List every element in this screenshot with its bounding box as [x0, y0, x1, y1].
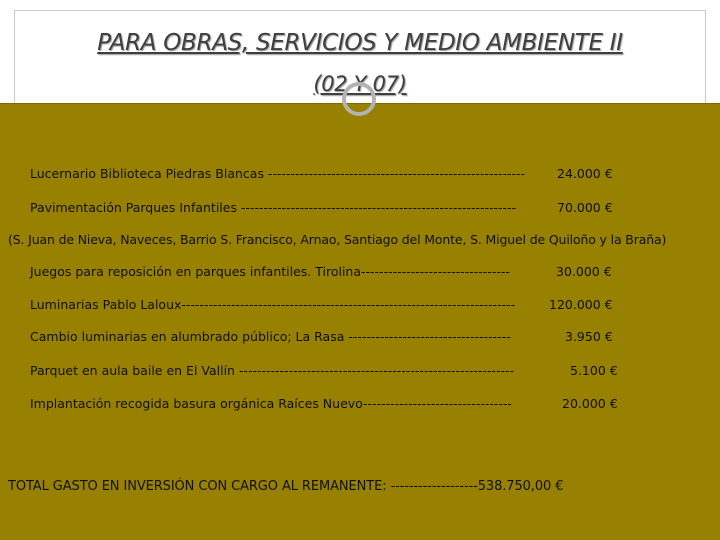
- ring-ornament-icon: [342, 82, 376, 116]
- locations-note: (S. Juan de Nieva, Naveces, Barrio S. Francisco, Arnao, Santiago del Monte, S. Miguel de Quiloño y la Braña): [8, 232, 667, 247]
- list-item-label: Luminarias Pablo Laloux--------------------------------------------------------------------------: [30, 297, 516, 312]
- list-item-amount: 3.950 €: [565, 329, 613, 344]
- total-label: TOTAL GASTO EN INVERSIÓN CON CARGO AL REMANENTE: -------------------: [8, 479, 478, 494]
- list-item-label: Pavimentación Parques Infantiles -------------------------------------------------------------: [30, 200, 517, 215]
- list-item-amount: 120.000 €: [549, 297, 613, 312]
- list-item-amount: 24.000 €: [557, 166, 613, 181]
- list-item-label: Lucernario Biblioteca Piedras Blancas ---------------------------------------------------------: [30, 166, 526, 181]
- slide-title-line-1: PARA OBRAS, SERVICIOS Y MEDIO AMBIENTE II: [97, 30, 623, 56]
- slide-title-line-2: (02 Y 07): [313, 72, 407, 96]
- list-item-label: Parquet en aula baile en El Vallín -------------------------------------------------------------: [30, 363, 515, 378]
- total-line: [8, 479, 563, 494]
- list-item-label: Cambio luminarias en alumbrado público; La Rasa ------------------------------------: [30, 329, 511, 344]
- list-item-amount: 30.000 €: [556, 264, 612, 279]
- list-item-amount: 70.000 €: [557, 200, 613, 215]
- list-item-label: Juegos para reposición en parques infantiles. Tirolina---------------------------------: [30, 264, 510, 279]
- list-item-label: Implantación recogida basura orgánica Raíces Nuevo---------------------------------: [30, 396, 512, 411]
- list-item-amount: 5.100 €: [570, 363, 618, 378]
- list-item-amount: 20.000 €: [562, 396, 618, 411]
- total-amount: 538.750,00 €: [477, 479, 564, 494]
